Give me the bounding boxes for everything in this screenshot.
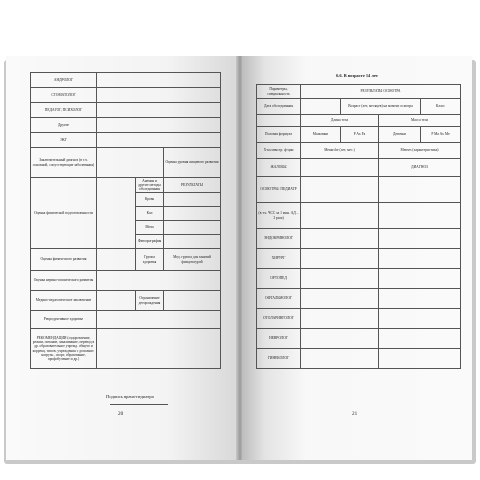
complaints-field[interactable] (301, 159, 379, 177)
specialist-ophthalmologist: ОФТАЛЬМОЛОГ (257, 289, 301, 309)
final-diagnosis-label: Заключительный диагноз (в т.ч. основной, сопутствующие заболевания) (31, 148, 97, 178)
orthopedist-field[interactable] (301, 269, 379, 289)
andrologist-field[interactable] (97, 73, 221, 88)
endocrinologist-diagnosis[interactable] (379, 229, 461, 249)
physical-fitness-field[interactable] (97, 178, 136, 249)
med-group-label: Мед. группа для занятий физкультурой (164, 249, 221, 271)
others-field[interactable] (97, 118, 221, 133)
menarche-sub[interactable]: Menarche (лет, мес.) (301, 143, 379, 159)
orthopedist-diagnosis[interactable] (379, 269, 461, 289)
signature-label: Подпись врача-педиатра (106, 394, 154, 399)
dentist-label: СТОМАТОЛОГ (31, 88, 97, 103)
endocrinologist-field[interactable] (301, 229, 379, 249)
pediatrician-label: ОСМОТРЫ: ПЕДИАТР (257, 177, 301, 203)
vitals-label: (в т.ч. ЧСС за 1 мин. АД – 3 раза) (257, 203, 301, 229)
ent-diagnosis[interactable] (379, 309, 461, 329)
restrictions-field[interactable] (164, 291, 221, 311)
surgeon-field[interactable] (301, 249, 379, 269)
psychologist-label: ПЕДАГОГ, ПСИХОЛОГ (31, 103, 97, 118)
neurologist-diagnosis[interactable] (379, 329, 461, 349)
section-heading: 6.6. В возрасте 14 лет (336, 73, 378, 78)
diagnosis-label: ДИАГНОЗ (379, 159, 461, 177)
restrictions-label: Ограничение деторождения (136, 291, 164, 311)
weight-label: Масса тела (379, 115, 461, 127)
vitals-field[interactable] (301, 203, 379, 229)
sexual-formula-label: Половая формула (257, 127, 301, 143)
test-urine-label: Моча (136, 221, 164, 235)
specialist-neurologist: НЕВРОЛОГ (257, 329, 301, 349)
gynecologist-diagnosis[interactable] (379, 349, 461, 369)
physical-dev-field[interactable] (97, 249, 136, 271)
right-form-table (256, 84, 461, 369)
page-number-left: 20 (118, 411, 124, 417)
test-stool-label: Кал (136, 207, 164, 221)
specialist-orthopedist: ОРТОПЕД (257, 269, 301, 289)
specialist-ent: ОТОЛАРИНГОЛОГ (257, 309, 301, 329)
test-fluoro-label: Флюорография (136, 235, 164, 249)
neuro-field[interactable] (97, 271, 221, 291)
menarche-label: Х-ка менстр. ф-ции (257, 143, 301, 159)
andrologist-label: АНДРОЛОГ (31, 73, 97, 88)
anemia-header: Анемия и другие методы обследования (136, 178, 164, 193)
complaints-label: ЖАЛОБЫ (257, 159, 301, 177)
exam-date-field[interactable] (301, 99, 341, 115)
specialist-gynecologist: ГИНЕКОЛОГ (257, 349, 301, 369)
recommendations-field[interactable] (97, 329, 221, 369)
gynecologist-field[interactable] (301, 349, 379, 369)
results-label: РЕЗУЛЬТАТЫ ОСМОТРА (301, 85, 461, 99)
vitals-diagnosis[interactable] (379, 203, 461, 229)
blank-anthro (257, 115, 301, 127)
class-label: Класс (421, 99, 461, 115)
test-blood-field[interactable] (164, 193, 221, 207)
signature-line[interactable] (110, 404, 168, 405)
dentist-field[interactable] (97, 88, 221, 103)
girls-label: Девочки (379, 127, 421, 143)
left-form-table (30, 72, 221, 369)
specialist-surgeon: ХИРУРГ (257, 249, 301, 269)
age-label: Возраст (лет, месяцев) на момент осмотра (341, 99, 421, 115)
test-stool-field[interactable] (164, 207, 221, 221)
physical-dev-label: Оценка физического развития (31, 249, 97, 271)
recommendations-label: РЕКОМЕНДАЦИИ (оздоровление, режим, питание, закаливание, перевод в др. образовательное учрежд. общего и коррекц. типов, учреждения с дополнит. нагрузк., спорт, образование, профобучение и др.) (31, 329, 97, 369)
health-group-label: Группа здоровья (136, 249, 164, 271)
test-blood-label: Кровь (136, 193, 164, 207)
others-label: Другие (31, 118, 97, 133)
exam-date-label: Дата обследования (257, 99, 301, 115)
psychologist-field[interactable] (97, 103, 221, 118)
results-header: РЕЗУЛЬТАТЫ (164, 178, 221, 193)
test-urine-field[interactable] (164, 221, 221, 235)
ophthalmologist-field[interactable] (301, 289, 379, 309)
medped-label: Медико-педагогическое заключение (31, 291, 97, 311)
test-fluoro-field[interactable] (164, 235, 221, 249)
surgeon-diagnosis[interactable] (379, 249, 461, 269)
physical-fitness-label: Оценка физической подготовленности (31, 178, 97, 249)
girls-codes[interactable]: P Ma Ax Me (421, 127, 461, 143)
params-label: Параметры, специальность (257, 85, 301, 99)
boys-codes[interactable]: P Ax Fa (341, 127, 379, 143)
repro-label: Репродуктивное здоровье (31, 311, 97, 329)
right-page (242, 56, 472, 460)
ecg-field[interactable] (97, 133, 221, 148)
height-label: Длина тела (301, 115, 379, 127)
left-page (6, 56, 238, 460)
neuro-label: Оценка нервно-психического развития (31, 271, 97, 291)
health-level-label: Оценка уровня пищевого развития (164, 148, 221, 178)
medped-field[interactable] (97, 291, 136, 311)
page-number-right: 21 (352, 411, 358, 417)
repro-field[interactable] (97, 311, 221, 329)
pediatrician-field[interactable] (301, 177, 379, 203)
ophthalmologist-diagnosis[interactable] (379, 289, 461, 309)
menses-label[interactable]: Menses (характеристика) (379, 143, 461, 159)
ecg-label: ЭКГ (31, 133, 97, 148)
pediatrician-diagnosis[interactable] (379, 177, 461, 203)
specialist-endocrinologist: ЭНДОКРИНОЛОГ (257, 229, 301, 249)
neurologist-field[interactable] (301, 329, 379, 349)
final-diagnosis-field[interactable] (97, 148, 164, 178)
ent-field[interactable] (301, 309, 379, 329)
boys-label: Мальчики (301, 127, 341, 143)
